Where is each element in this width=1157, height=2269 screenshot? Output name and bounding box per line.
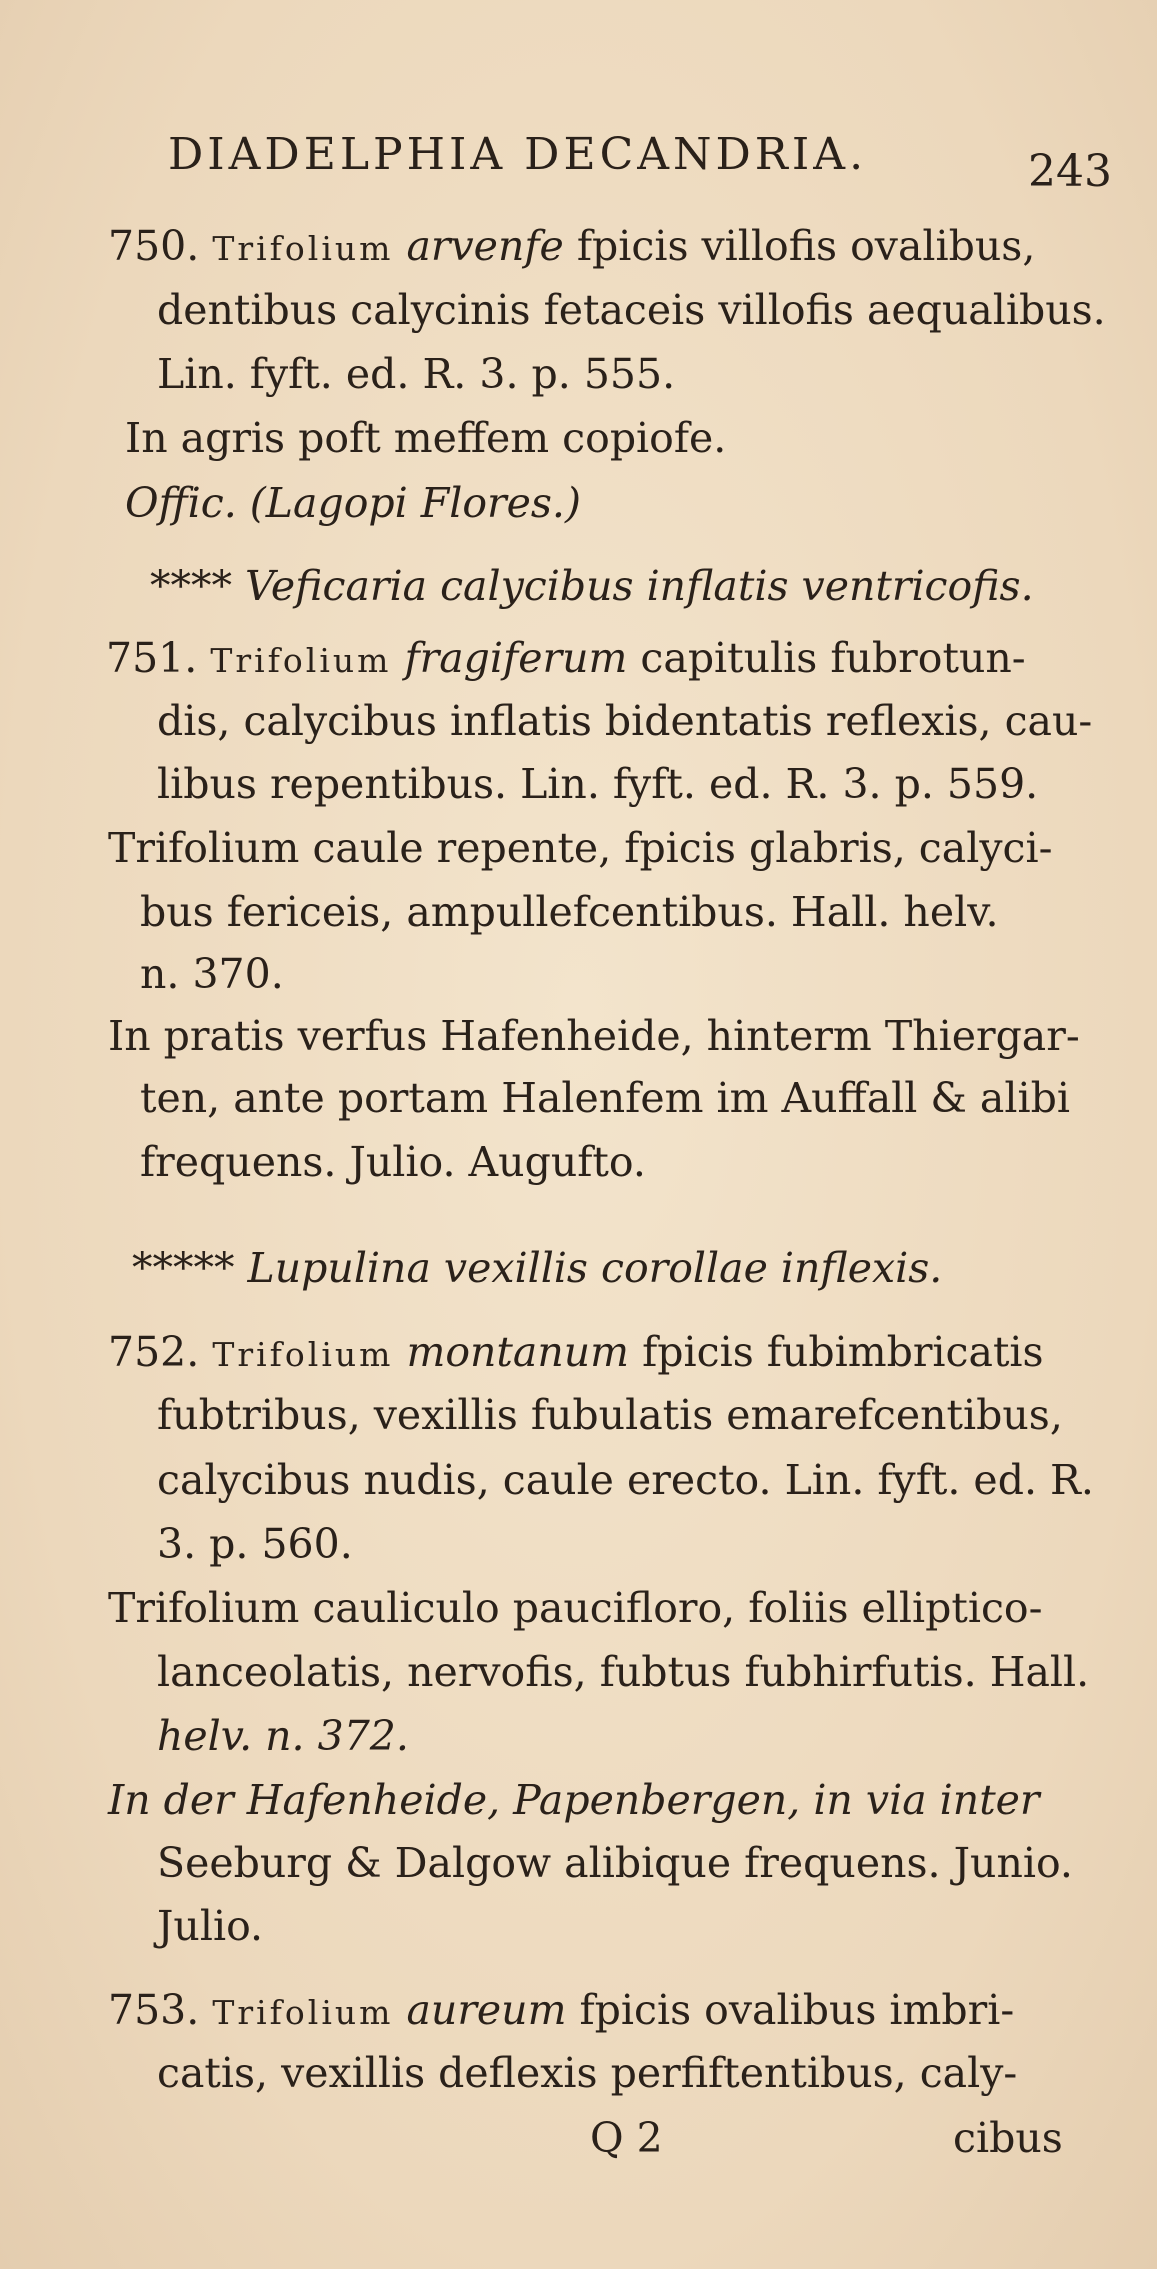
- entry-751-line-6: n. 370.: [140, 950, 284, 998]
- genus-name: Trifolium: [212, 229, 394, 268]
- genus-name: Trifolium: [212, 1335, 394, 1374]
- entry-752-line-5: Trifolium cauliculo paucifloro, foliis elliptico-: [108, 1584, 1043, 1632]
- entry-751-line-8: ten, ante portam Halenfem im Auffall & alibi: [140, 1074, 1070, 1122]
- species-name: fragiferum: [404, 634, 628, 682]
- entry-number: 752.: [108, 1328, 200, 1376]
- page-number: 243: [1028, 146, 1112, 197]
- entry-752-line-1: [108, 1328, 1044, 1376]
- entry-752-line-7: helv. n. 372.: [157, 1712, 409, 1760]
- species-name: aureum: [406, 1986, 567, 2034]
- entry-753-line-2: catis, vexillis deflexis perfiftentibus, caly-: [157, 2049, 1018, 2097]
- entry-751-line-3: libus repentibus. Lin. fyft. ed. R. 3. p. 559.: [157, 760, 1039, 808]
- entry-751-line-4: Trifolium caule repente, fpicis glabris, calyci-: [108, 824, 1053, 872]
- entry-750-line-5: Offic. (Lagopi Flores.): [125, 479, 581, 527]
- diagnosis-text: capitulis fubrotun-: [627, 634, 1026, 682]
- species-name: arvenfe: [406, 222, 564, 270]
- entry-752-line-2: fubtribus, vexillis fubulatis emarefcentibus,: [157, 1391, 1063, 1439]
- entry-750-line-2: dentibus calycinis fetaceis villofis aequalibus.: [157, 286, 1106, 334]
- entry-752-line-4: 3. p. 560.: [157, 1520, 353, 1568]
- entry-752-line-10: Julio.: [157, 1902, 264, 1950]
- diagnosis-text: fpicis ovalibus imbri-: [566, 1986, 1015, 2034]
- entry-number: 751.: [106, 634, 198, 682]
- section-heading-lupulina: ***** Lupulina vexillis corollae inflexis.: [132, 1244, 943, 1292]
- entry-750-line-3: Lin. fyft. ed. R. 3. p. 555.: [157, 350, 676, 398]
- signature-mark: Q 2: [590, 2114, 663, 2162]
- genus-name: Trifolium: [212, 1993, 394, 2032]
- entry-752-line-6: lanceolatis, nervofis, fubtus fubhirfutis. Hall.: [157, 1648, 1090, 1696]
- entry-751-line-5: bus fericeis, ampullefcentibus. Hall. helv.: [140, 888, 999, 936]
- entry-751-line-2: dis, calycibus inflatis bidentatis reflexis, cau-: [157, 697, 1093, 745]
- entry-752-line-8: In der Hafenheide, Papenbergen, in via inter: [108, 1776, 1040, 1824]
- genus-name: Trifolium: [210, 641, 392, 680]
- entry-number: 753.: [108, 1986, 200, 2034]
- section-heading-vesicaria: **** Veficaria calycibus inflatis ventricofis.: [150, 562, 1034, 610]
- entry-752-line-9: Seeburg & Dalgow alibique frequens. Junio.: [157, 1839, 1073, 1887]
- entry-750-line-4: In agris poft meffem copiofe.: [125, 414, 727, 462]
- entry-751-line-1: [106, 634, 1026, 682]
- entry-752-line-3: calycibus nudis, caule erecto. Lin. fyft. ed. R.: [157, 1456, 1094, 1504]
- diagnosis-text: fpicis fubimbricatis: [629, 1328, 1044, 1376]
- running-title: DIADELPHIA DECANDRIA.: [168, 129, 868, 180]
- diagnosis-text: fpicis villofis ovalibus,: [563, 222, 1036, 270]
- catchword: cibus: [953, 2114, 1063, 2162]
- species-name: montanum: [406, 1328, 630, 1376]
- entry-number: 750.: [108, 222, 200, 270]
- entry-753-line-1: [108, 1986, 1015, 2034]
- entry-751-line-9: frequens. Julio. Augufto.: [140, 1138, 646, 1186]
- entry-750-line-1: [108, 222, 1036, 270]
- entry-751-line-7: In pratis verfus Hafenheide, hinterm Thiergar-: [108, 1012, 1080, 1060]
